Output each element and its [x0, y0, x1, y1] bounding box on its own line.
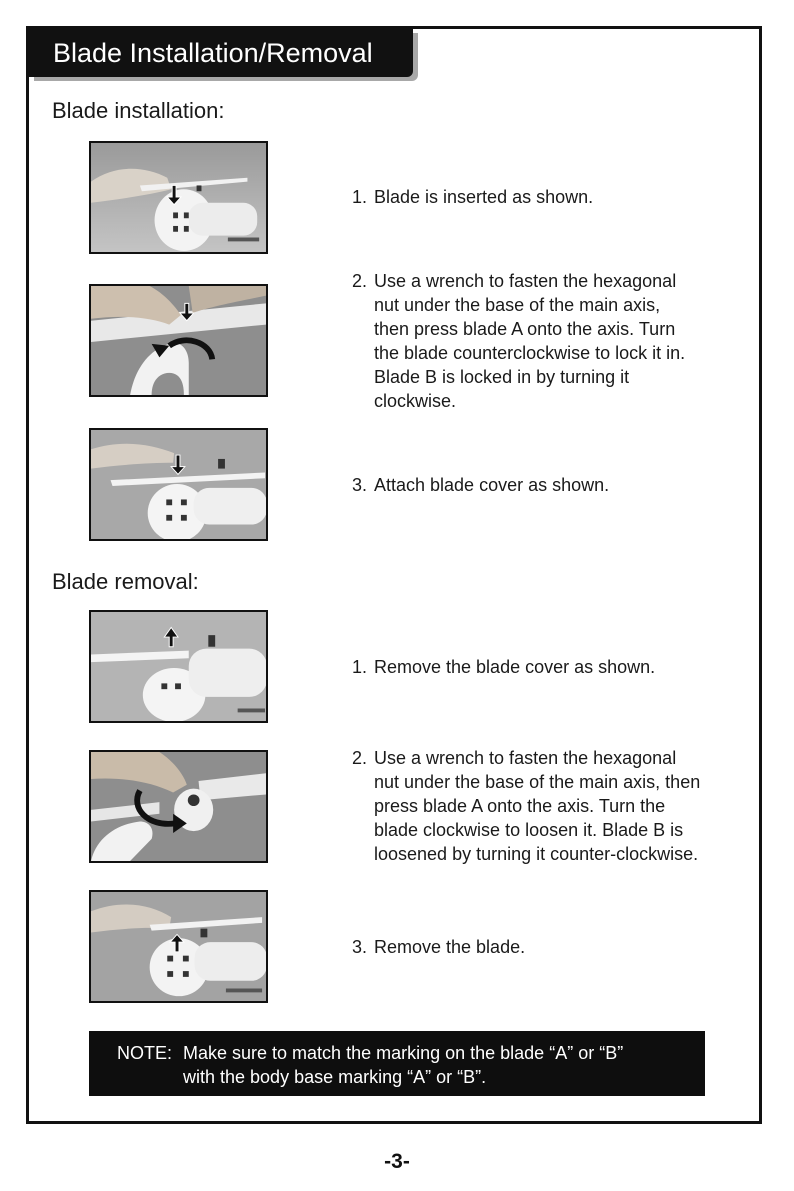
removal-step-1 — [352, 655, 655, 679]
step-number: 3. — [352, 937, 368, 957]
step-text: Remove the blade. — [374, 937, 526, 957]
step-text: Use a wrench to fasten the hexagonal nut under the base of the main axis, then press blade A onto the axis. Turn the blade counterclockwise to lock it in. Blade B is locked in by turning it clockwise. — [374, 271, 686, 411]
note-line-2: with the body base marking “A” or “B”. — [183, 1067, 487, 1087]
step-number: 2. — [352, 748, 368, 768]
removal-step-3 — [352, 935, 525, 959]
step-number: 2. — [352, 271, 368, 291]
step-number: 1. — [352, 187, 368, 207]
removal-step-1-photo — [89, 610, 268, 723]
install-step-2-photo — [89, 284, 268, 397]
title-tab — [29, 29, 413, 77]
step-number: 3. — [352, 475, 368, 495]
step-number: 1. — [352, 657, 368, 677]
removal-step-3-photo — [89, 890, 268, 1003]
install-step-3-photo — [89, 428, 268, 541]
install-step-2 — [352, 269, 685, 413]
install-step-1-photo — [89, 141, 268, 254]
install-step-1 — [352, 185, 593, 209]
note-line-1: Make sure to match the marking on the blade “A” or “B” — [183, 1043, 624, 1063]
removal-step-2 — [352, 746, 700, 866]
page-title: Blade Installation/Removal — [53, 38, 373, 68]
install-step-3 — [352, 473, 609, 497]
step-text: Blade is inserted as shown. — [374, 187, 594, 207]
page-number: -3- — [384, 1150, 410, 1173]
step-text: Attach blade cover as shown. — [374, 475, 610, 495]
removal-step-2-photo — [89, 750, 268, 863]
installation-heading: Blade installation: — [52, 98, 225, 123]
step-text: Use a wrench to fasten the hexagonal nut under the base of the main axis, then press blade A onto the axis. Turn the blade clockwise to loosen it. Blade B is loosened by turning it counter-clockwise. — [374, 748, 701, 864]
step-text: Remove the blade cover as shown. — [374, 657, 656, 677]
note-label: NOTE: — [117, 1043, 173, 1063]
removal-heading: Blade removal: — [52, 569, 199, 594]
note-box — [89, 1031, 705, 1096]
